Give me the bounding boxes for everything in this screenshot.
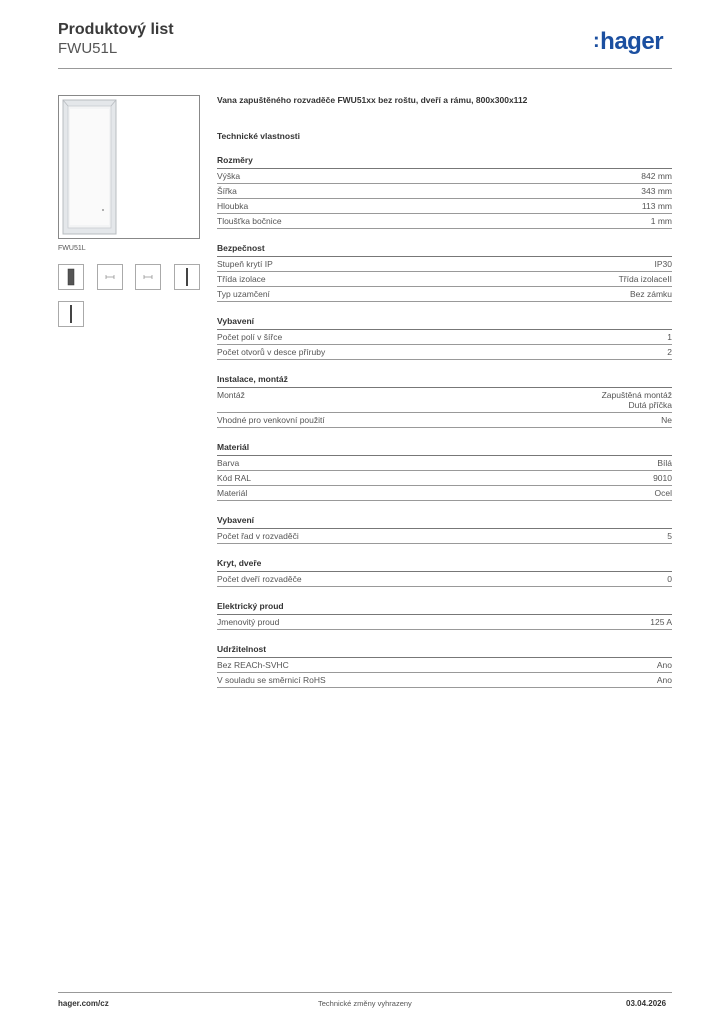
thumbnail-side[interactable] <box>174 264 200 290</box>
spec-row <box>217 673 672 688</box>
section-title: Instalace, montáž <box>217 374 672 388</box>
spec-label: Stupeň krytí IP <box>217 259 273 269</box>
spec-label: Typ uzamčení <box>217 289 270 299</box>
thumbnail-front[interactable] <box>58 264 84 290</box>
spec-label: Počet otvorů v desce příruby <box>217 347 326 357</box>
spec-value-line: Bílá <box>657 458 672 468</box>
spec-value-line: 5 <box>667 531 672 541</box>
spec-value-line: 343 mm <box>641 186 672 196</box>
spec-section <box>217 558 672 587</box>
page-title: Produktový list <box>58 21 174 38</box>
spec-value <box>650 617 672 627</box>
spec-label: Jmenovitý proud <box>217 617 280 627</box>
spec-value-line: Dutá příčka <box>628 400 672 410</box>
spec-label: Hloubka <box>217 201 249 211</box>
spec-value <box>641 186 672 196</box>
spec-value-line: Zapuštěná montáž <box>601 390 672 400</box>
spec-row <box>217 272 672 287</box>
spec-value-line: 2 <box>667 347 672 357</box>
section-title: Bezpečnost <box>217 243 672 257</box>
spec-value-line: 1 <box>667 332 672 342</box>
spec-value-line: Ocel <box>654 488 672 498</box>
spec-label: Barva <box>217 458 240 468</box>
spec-value <box>630 289 672 299</box>
section-title: Vybavení <box>217 515 672 529</box>
footer-divider <box>58 992 672 993</box>
thumbnail-side-2[interactable] <box>58 301 84 327</box>
spec-label: Šířka <box>217 186 237 196</box>
spec-value-line: Ano <box>656 675 672 685</box>
spec-value <box>642 201 672 211</box>
thumbnail-dimension-width[interactable] <box>97 264 123 290</box>
thumbnail-dimension-depth[interactable] <box>135 264 161 290</box>
spec-value <box>657 675 672 685</box>
spec-value <box>657 660 672 670</box>
spec-value-line: 125 A <box>650 617 672 627</box>
spec-row <box>217 345 672 360</box>
spec-label: Materiál <box>217 488 248 498</box>
spec-value-line: IP30 <box>654 259 672 269</box>
product-image[interactable] <box>58 95 200 239</box>
product-code: FWU51L <box>58 40 118 57</box>
spec-value-line: Ano <box>656 660 672 670</box>
spec-section <box>217 442 672 501</box>
spec-row <box>217 169 672 184</box>
section-title: Materiál <box>217 442 672 456</box>
footer-website[interactable]: hager.com/cz <box>58 999 109 1008</box>
hager-logo[interactable]: :hager <box>593 28 664 55</box>
spec-value-line: Ne <box>661 415 672 425</box>
spec-section <box>217 515 672 544</box>
spec-label: Počet polí v šířce <box>217 332 283 342</box>
spec-row <box>217 184 672 199</box>
header-divider <box>58 68 672 69</box>
spec-label: Počet dveří rozvaděče <box>217 574 302 584</box>
spec-label: Kód RAL <box>217 473 252 483</box>
spec-value-line: 113 mm <box>641 201 672 211</box>
spec-section <box>217 601 672 630</box>
spec-row <box>217 486 672 501</box>
footer-note: Technické změny vyhrazeny <box>318 999 412 1008</box>
product-details <box>217 95 672 688</box>
spec-value <box>661 415 672 425</box>
spec-section <box>217 374 672 428</box>
spec-value-line: Bez zámku <box>629 289 672 299</box>
spec-value-line: Třída izolaceII <box>618 274 672 284</box>
spec-label: Třída izolace <box>217 274 266 284</box>
spec-label: Výška <box>217 171 241 181</box>
spec-value-line: 0 <box>667 574 672 584</box>
spec-value <box>667 332 672 342</box>
spec-section <box>217 644 672 688</box>
technical-properties-title: Technické vlastnosti <box>217 131 300 141</box>
spec-section <box>217 316 672 360</box>
spec-value <box>655 488 672 498</box>
spec-section <box>217 243 672 302</box>
spec-row <box>217 658 672 673</box>
spec-value <box>651 216 672 226</box>
section-title: Kryt, dveře <box>217 558 672 572</box>
spec-sections <box>217 155 672 688</box>
section-title: Vybavení <box>217 316 672 330</box>
spec-row <box>217 287 672 302</box>
spec-row <box>217 413 672 428</box>
spec-label: Vhodné pro venkovní použití <box>217 415 325 425</box>
spec-value <box>657 458 672 468</box>
logo-text: hager <box>600 28 664 55</box>
spec-row <box>217 471 672 486</box>
image-caption: FWU51L <box>58 245 86 252</box>
spec-value-line: 9010 <box>653 473 672 483</box>
product-description: Vana zapuštěného rozvaděče FWU51xx bez roštu, dveří a rámu, 800x300x112 <box>217 95 528 105</box>
spec-label: V souladu se směrnicí RoHS <box>217 675 326 685</box>
spec-value <box>641 171 672 181</box>
spec-row <box>217 388 672 413</box>
spec-section <box>217 155 672 229</box>
spec-value <box>667 347 672 357</box>
section-title: Elektrický proud <box>217 601 672 615</box>
spec-value <box>602 390 672 410</box>
spec-value-line: 842 mm <box>641 171 672 181</box>
spec-value <box>653 473 672 483</box>
spec-value-line: 1 mm <box>650 216 672 226</box>
spec-row <box>217 330 672 345</box>
spec-value <box>619 274 672 284</box>
footer-date: 03.04.2026 <box>626 999 667 1008</box>
section-title: Rozměry <box>217 155 672 169</box>
spec-value <box>667 574 672 584</box>
spec-row <box>217 615 672 630</box>
spec-value <box>667 531 672 541</box>
spec-row <box>217 257 672 272</box>
spec-row <box>217 529 672 544</box>
spec-row <box>217 199 672 214</box>
spec-row <box>217 572 672 587</box>
spec-label: Počet řad v rozvaděči <box>217 531 299 541</box>
spec-row <box>217 456 672 471</box>
spec-value <box>655 259 673 269</box>
spec-label: Tloušťka bočnice <box>217 216 282 226</box>
spec-label: Montáž <box>217 390 245 400</box>
section-title: Udržitelnost <box>217 644 672 658</box>
spec-row <box>217 214 672 229</box>
spec-label: Bez REACh-SVHC <box>217 660 289 670</box>
